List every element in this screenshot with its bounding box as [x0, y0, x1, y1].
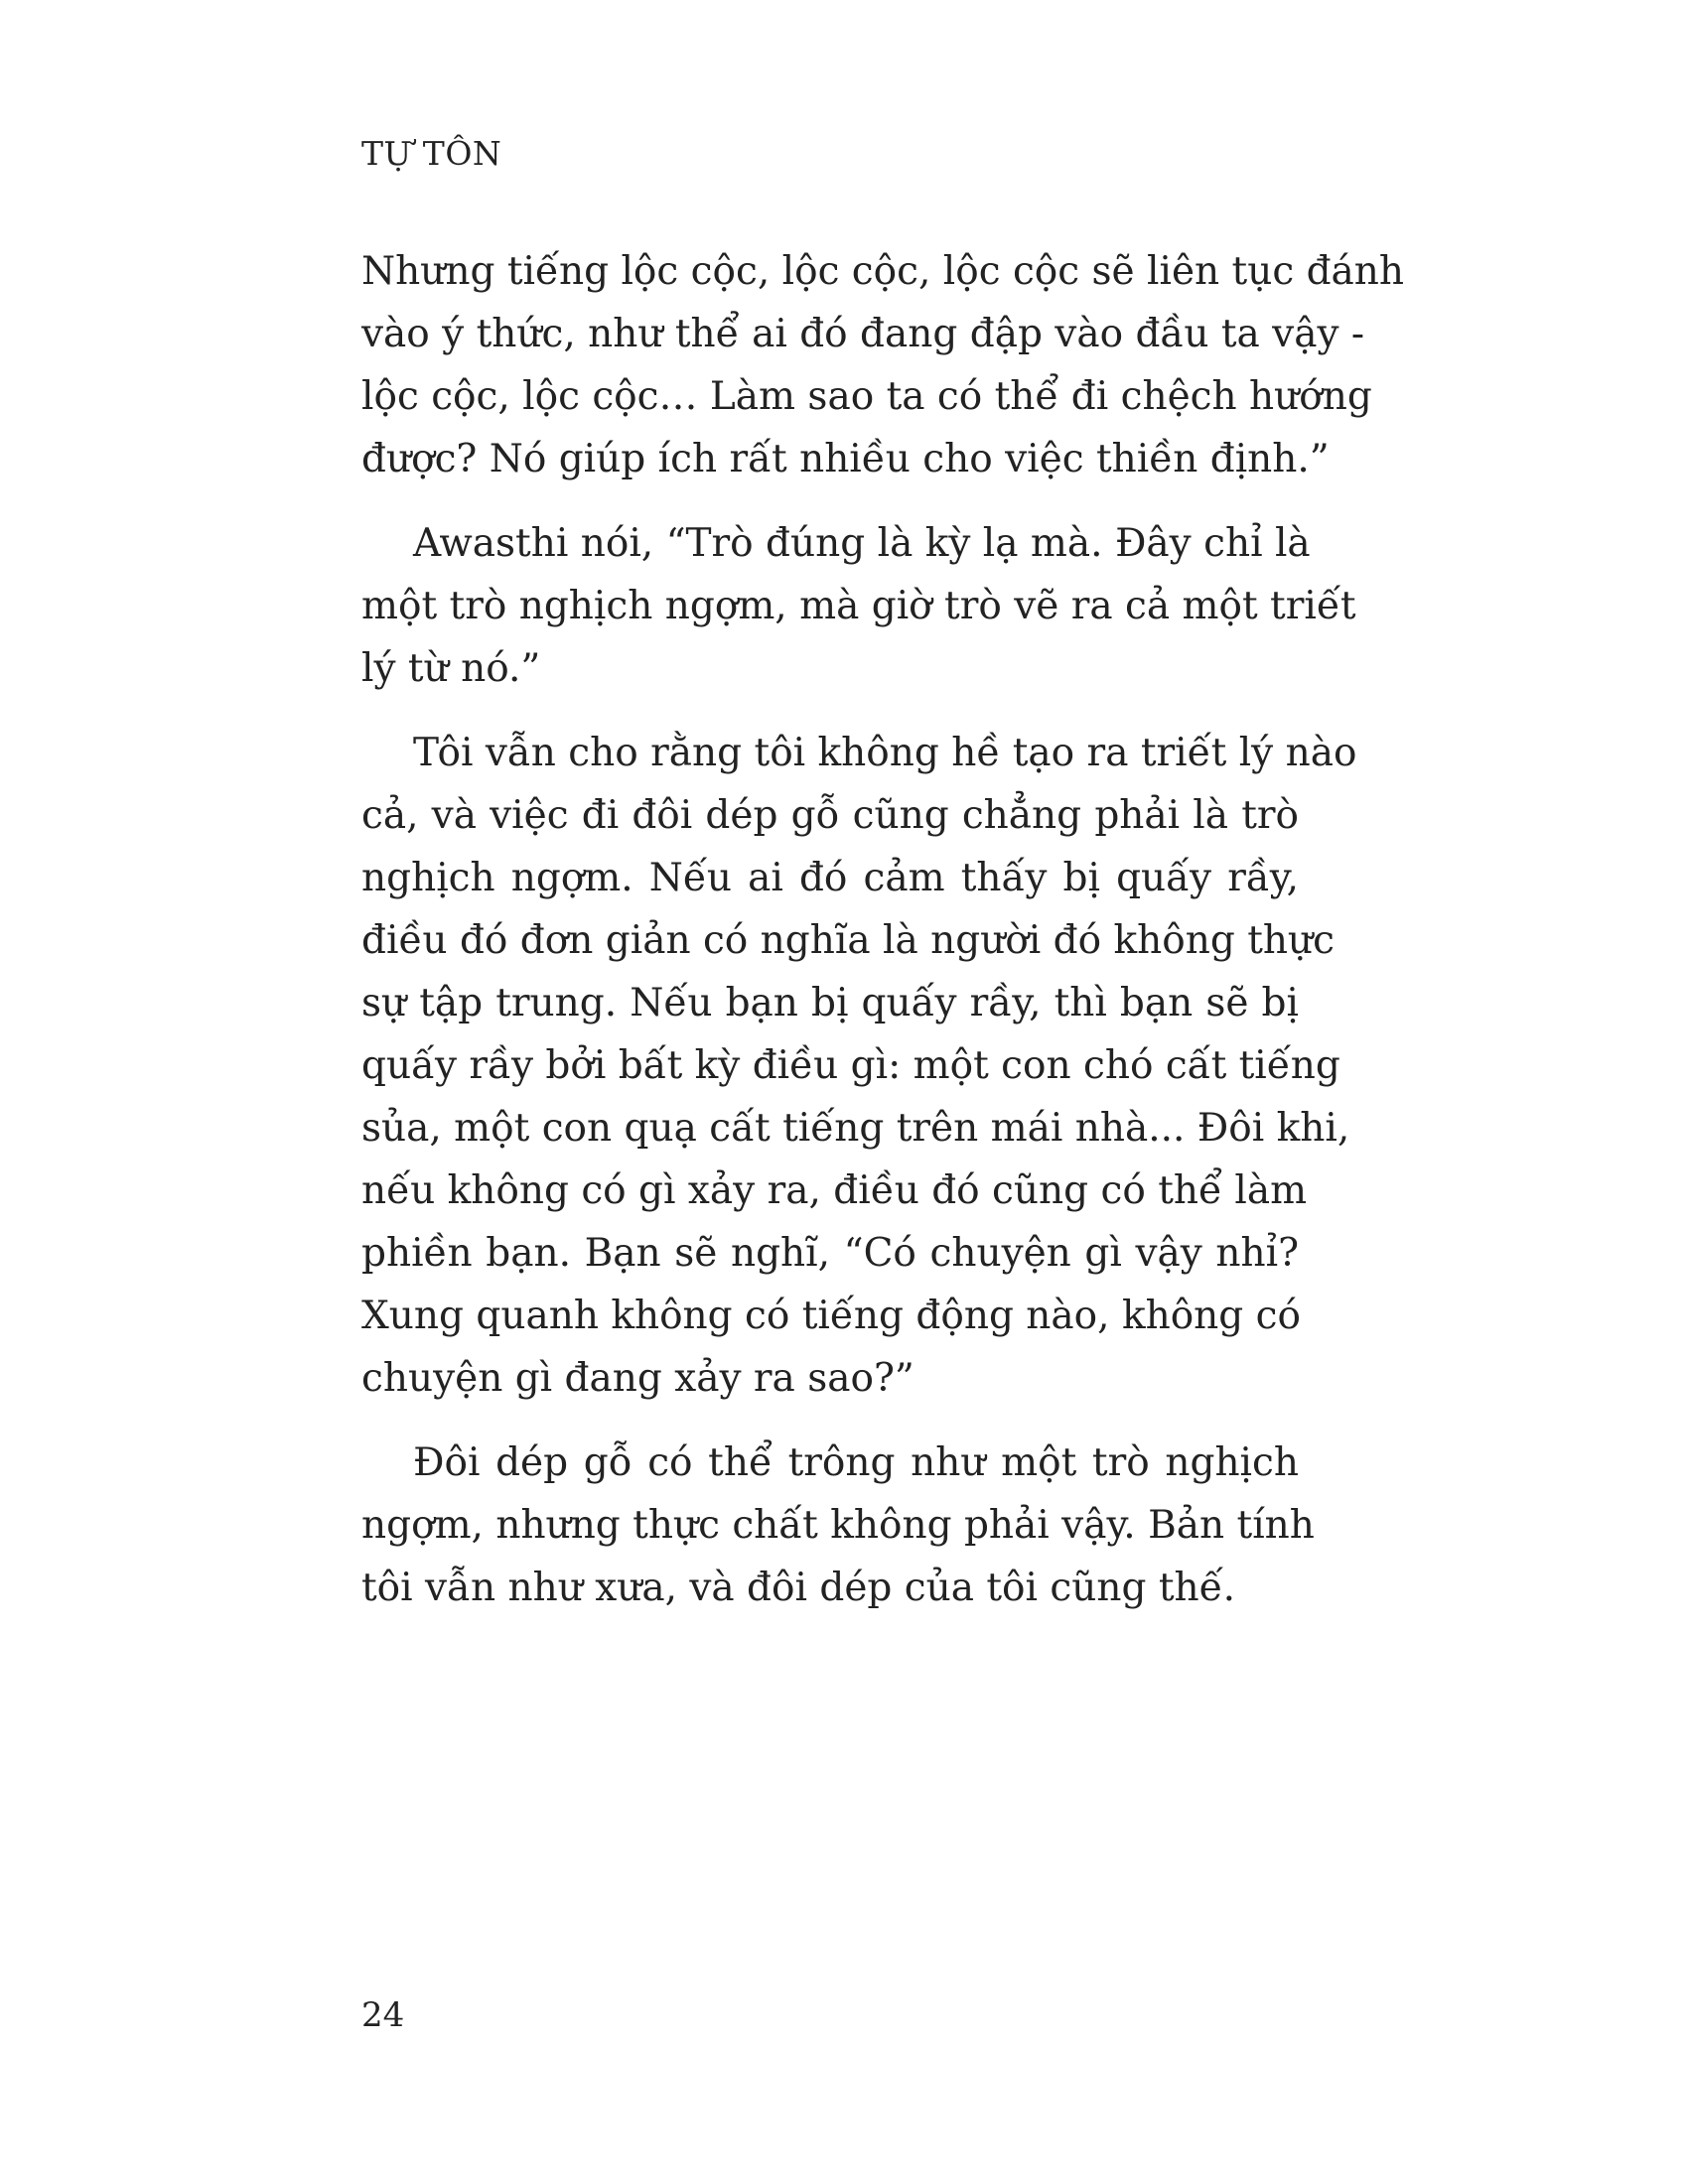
text-line: phiền bạn. Bạn sẽ nghĩ, “Có chuyện gì vậy nhỉ?: [361, 1231, 1299, 1276]
running-header-title: TỰ TÔN: [361, 134, 502, 173]
text-line: Xung quanh không có tiếng động nào, không có: [361, 1294, 1301, 1338]
text-line: chuyện gì đang xảy ra sao?”: [361, 1356, 914, 1401]
text-line: Đôi dép gỗ có thể trông như một trò nghịch: [413, 1440, 1299, 1485]
text-line: lộc cộc, lộc cộc… Làm sao ta có thể đi chệch hướng: [361, 374, 1372, 419]
text-line: quấy rầy bởi bất kỳ điều gì: một con chó cất tiếng: [361, 1043, 1340, 1088]
text-line: Nhưng tiếng lộc cộc, lộc cộc, lộc cộc sẽ liên tục đánh: [361, 249, 1405, 294]
text-line: Awasthi nói, “Trò đúng là kỳ lạ mà. Đây chỉ là: [413, 521, 1311, 566]
body-text: [361, 240, 1405, 1619]
text-line: được? Nó giúp ích rất nhiều cho việc thiền định.”: [361, 437, 1330, 481]
text-line: cả, và việc đi đôi dép gỗ cũng chẳng phải là trò: [361, 793, 1299, 838]
paragraph: [361, 512, 1356, 700]
paragraph: [361, 722, 1357, 1410]
text-line: vào ý thức, như thể ai đó đang đập vào đầu ta vậy -: [361, 312, 1365, 356]
paragraph: [361, 240, 1405, 490]
text-line: tôi vẫn như xưa, và đôi dép của tôi cũng thế.: [361, 1566, 1236, 1610]
text-line: ngợm, nhưng thực chất không phải vậy. Bản tính: [361, 1503, 1315, 1548]
text-line: lý từ nó.”: [361, 646, 541, 691]
paragraph: [361, 1432, 1315, 1619]
text-line: nghịch ngợm. Nếu ai đó cảm thấy bị quấy rầy,: [361, 856, 1299, 900]
text-line: nếu không có gì xảy ra, điều đó cũng có thể làm: [361, 1168, 1308, 1213]
text-line: sự tập trung. Nếu bạn bị quấy rầy, thì bạn sẽ bị: [361, 981, 1299, 1025]
page-number: 24: [361, 1995, 405, 2035]
text-line: một trò nghịch ngợm, mà giờ trò vẽ ra cả một triết: [361, 584, 1356, 628]
text-line: điều đó đơn giản có nghĩa là người đó không thực: [361, 918, 1335, 963]
text-line: sủa, một con quạ cất tiếng trên mái nhà... Đôi khi,: [361, 1106, 1350, 1151]
text-line: Tôi vẫn cho rằng tôi không hề tạo ra triết lý nào: [413, 731, 1357, 775]
